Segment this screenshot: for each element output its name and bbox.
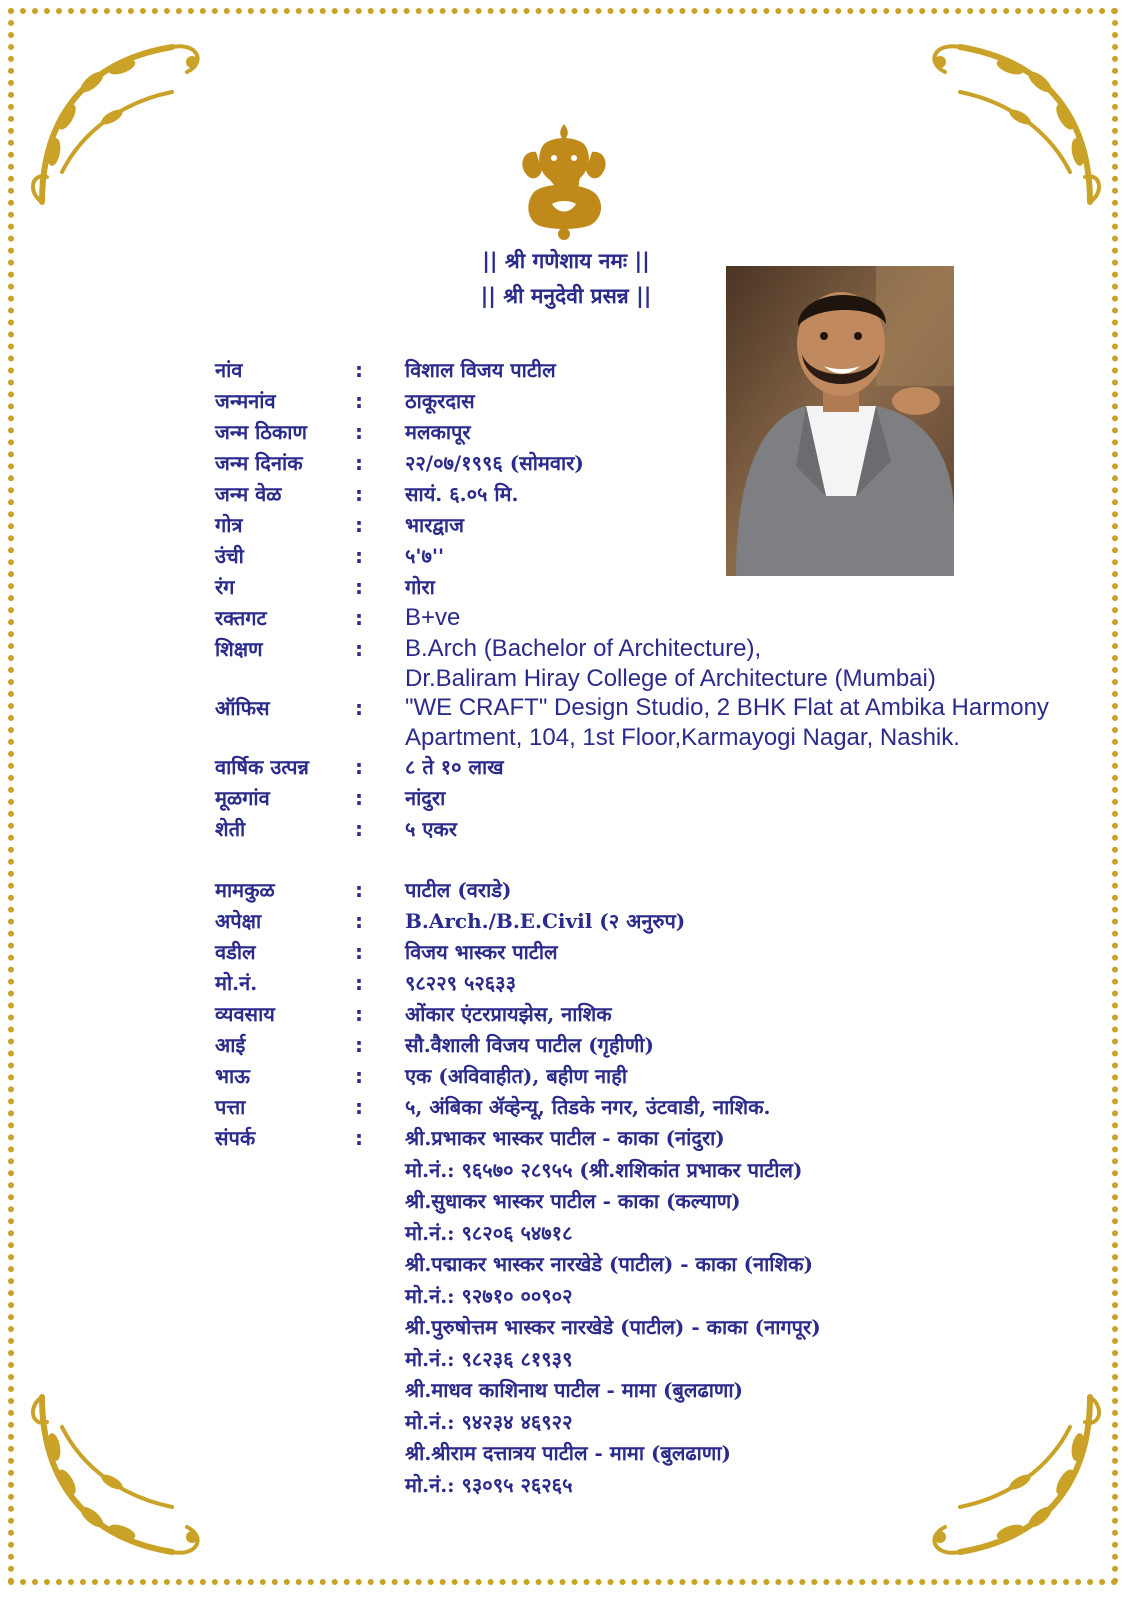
field-row <box>215 386 1095 417</box>
field-label: जन्म वेळ <box>215 482 282 506</box>
field-value: B.Arch (Bachelor of Architecture), <box>405 635 762 662</box>
contact-line: मो.नं.: ९८२३६ ८१९३९ <box>405 1346 573 1371</box>
field-row <box>215 479 1095 510</box>
field-label: शेती <box>215 817 246 841</box>
field-separator: : <box>355 786 363 810</box>
contact-line: मो.नं.: ९४२३४ ४६९२२ <box>405 1409 573 1434</box>
corner-ornament-icon <box>910 22 1110 222</box>
field-label: रक्तगट <box>215 606 267 630</box>
field-value: २२/०७/१९९६ (सोमवार) <box>405 451 584 475</box>
field-label: व्यवसाय <box>215 1002 275 1026</box>
field-separator: : <box>355 606 363 630</box>
field-separator: : <box>355 755 363 779</box>
field-row <box>215 541 1095 572</box>
field-value: ८ ते १० लाख <box>405 755 504 779</box>
field-separator: : <box>355 1095 363 1119</box>
invocation-line-2: || श्री मनुदेवी प्रसन्न || <box>480 284 652 308</box>
field-value: विजय भास्कर पाटील <box>405 940 558 964</box>
contact-line: श्री.प्रभाकर भास्कर पाटील - काका (नांदुरा) <box>405 1126 725 1150</box>
field-row <box>215 814 1095 845</box>
field-label: मो.नं. <box>215 971 258 995</box>
field-value: ९८२२९ ५२६३३ <box>405 971 516 995</box>
corner-ornament-icon <box>22 22 222 222</box>
contact-line: श्री.माधव काशिनाथ पाटील - मामा (बुलढाणा) <box>405 1378 743 1402</box>
field-separator: : <box>355 544 363 568</box>
field-row <box>215 1030 1095 1061</box>
field-row <box>215 1092 1095 1123</box>
contact-line: मो.नं.: ९८२०६ ५४७१८ <box>405 1220 573 1245</box>
field-value: एक (अविवाहीत), बहीण नाही <box>405 1064 628 1088</box>
field-label: मूळगांव <box>215 786 270 810</box>
field-value: गोरा <box>405 575 435 599</box>
field-label: नांव <box>215 358 243 382</box>
field-separator: : <box>355 909 363 933</box>
contact-line: मो.नं.: ९३०९५ २६२६५ <box>405 1472 573 1497</box>
contact-line: श्री.श्रीराम दत्तात्रय पाटील - मामा (बुलढाणा) <box>405 1441 731 1465</box>
field-value-line-2: Dr.Baliram Hiray College of Architecture (Mumbai) <box>405 664 936 692</box>
field-value: B+ve <box>405 604 461 631</box>
field-row <box>215 693 1095 752</box>
field-label: वार्षिक उत्पन्न <box>215 755 309 779</box>
contact-line: श्री.पद्माकर भास्कर नारखेडे (पाटील) - काका (नाशिक) <box>405 1252 813 1276</box>
field-separator: : <box>355 1002 363 1026</box>
field-separator: : <box>355 940 363 964</box>
field-separator: : <box>355 389 363 413</box>
field-separator: : <box>355 575 363 599</box>
field-label: ऑफिस <box>215 696 270 720</box>
corner-ornament-icon <box>22 1377 222 1577</box>
field-row <box>215 752 1095 783</box>
contact-list <box>405 1123 821 1501</box>
invocation-line-1: || श्री गणेशाय नमः || <box>482 249 650 273</box>
field-row <box>215 417 1095 448</box>
section-gap <box>215 845 1095 875</box>
field-row <box>215 448 1095 479</box>
contact-line: श्री.सुधाकर भास्कर पाटील - काका (कल्याण) <box>405 1189 741 1213</box>
field-value: ओंकार एंटरप्रायझेस, नाशिक <box>405 1002 612 1026</box>
field-value: सौ.वैशाली विजय पाटील (गृहीणी) <box>405 1033 654 1057</box>
field-row <box>215 634 1095 693</box>
contact-label: संपर्क <box>215 1126 256 1150</box>
field-separator: : <box>355 817 363 841</box>
field-separator: : <box>355 878 363 902</box>
field-row <box>215 999 1095 1030</box>
field-row <box>215 1061 1095 1092</box>
field-separator: : <box>355 1126 363 1150</box>
field-label: जन्म दिनांक <box>215 451 303 475</box>
field-row <box>215 355 1095 386</box>
field-value: पाटील (वराडे) <box>405 878 512 902</box>
field-value: ठाकूरदास <box>405 389 475 413</box>
field-value: B.Arch./B.E.Civil (२ अनुरुप) <box>405 909 686 933</box>
field-row <box>215 968 1095 999</box>
field-label: गोत्र <box>215 513 243 537</box>
field-row <box>215 603 1095 634</box>
field-value: "WE CRAFT" Design Studio, 2 BHK Flat at Ambika Harmony <box>405 694 1049 721</box>
field-label: रंग <box>215 575 235 599</box>
field-value: नांदुरा <box>405 786 446 810</box>
field-separator: : <box>355 420 363 444</box>
field-row <box>215 572 1095 603</box>
field-label: मामकुळ <box>215 878 275 902</box>
field-row <box>215 906 1095 937</box>
field-value: सायं. ६.०५ मि. <box>405 482 519 506</box>
field-separator: : <box>355 971 363 995</box>
ganesha-icon <box>514 122 614 242</box>
field-row <box>215 875 1095 906</box>
contact-row <box>215 1123 1095 1501</box>
field-separator: : <box>355 513 363 537</box>
field-separator: : <box>355 637 363 661</box>
biodata-details <box>215 355 1095 1501</box>
field-value: ५'७'' <box>405 544 445 568</box>
field-label: पत्ता <box>215 1095 246 1119</box>
field-separator: : <box>355 696 363 720</box>
contact-line: मो.नं.: ९२७१० ००९०२ <box>405 1283 573 1308</box>
contact-line: श्री.पुरुषोत्तम भास्कर नारखेडे (पाटील) - काका (नागपूर) <box>405 1315 821 1339</box>
family-section <box>215 875 1095 1501</box>
field-value-line-2: Apartment, 104, 1st Floor,Karmayogi Nagar, Nashik. <box>405 723 960 751</box>
field-separator: : <box>355 451 363 475</box>
field-label: जन्म ठिकाण <box>215 420 307 444</box>
field-separator: : <box>355 482 363 506</box>
field-value: भारद्वाज <box>405 513 464 537</box>
contact-line: मो.नं.: ९६५७० २८९५५ (श्री.शशिकांत प्रभाकर पाटील) <box>405 1157 803 1182</box>
field-separator: : <box>355 358 363 382</box>
field-row <box>215 937 1095 968</box>
field-label: भाऊ <box>215 1064 250 1088</box>
field-value: मलकापूर <box>405 420 471 444</box>
field-label: शिक्षण <box>215 637 263 661</box>
field-label: अपेक्षा <box>215 909 262 933</box>
field-value: ५ एकर <box>405 817 457 841</box>
field-row <box>215 510 1095 541</box>
field-label: वडील <box>215 940 256 964</box>
field-separator: : <box>355 1033 363 1057</box>
field-label: जन्मनांव <box>215 389 276 413</box>
field-separator: : <box>355 1064 363 1088</box>
field-label: आई <box>215 1033 246 1057</box>
field-value: ५, अंबिका ॲव्हेन्यू, तिडके नगर, उंटवाडी, नाशिक. <box>405 1095 771 1119</box>
field-value: विशाल विजय पाटील <box>405 358 556 382</box>
profile-section <box>215 355 1095 845</box>
field-label: उंची <box>215 544 244 568</box>
field-row <box>215 783 1095 814</box>
